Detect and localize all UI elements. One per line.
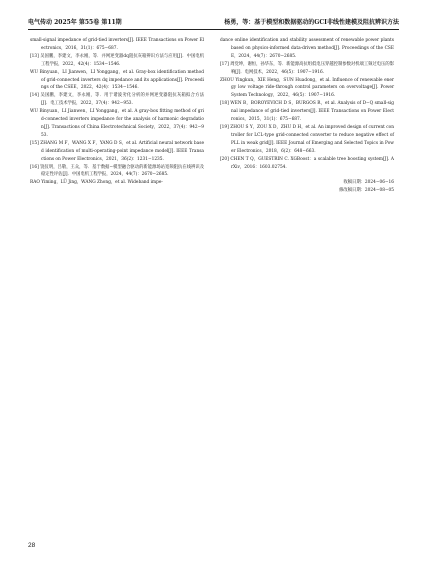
left-column	[30, 37, 204, 187]
reference-entry: RAO Yiming，LÜ Jing，WANG Zhong，et al. Wideband impe-	[30, 180, 163, 186]
reference-entry: ZHOU Yingkun，XIE Heng，SUN Huadong，et al. Influence of renewable energy low voltage ride-through control parameters on overvoltage[J]. Power System Technology，2022，46(5)：1907−1916.	[220, 77, 394, 99]
running-head	[28, 18, 399, 30]
reference-entry: [17] 周党坤，谢恒，孙华东，等．新能源高抗组低电压穿越控制参数对机端工频过电压的影响[J]．电网技术，2022，46(5)：1907−1916.	[220, 61, 394, 75]
manuscript-dates	[220, 179, 394, 195]
received-date: 收稿日期：2024−06−16	[343, 180, 394, 186]
reference-entry: [19] ZHOU S Y，ZOU X D，ZHU D H，et al. An improved design of current controller for LCL-type grid-connected converter to reduce negative effect of PLL in weak grid[J]. IEEE Journal of Emerging and Selected Topics in Power Electronics，2018，6(2)：648−663.	[220, 124, 394, 154]
revised-date: 修改稿日期：2024−08−05	[339, 188, 394, 194]
reference-entry: WU Binyuan，LI Jianwen，LI Yonggang，et al. Gray-box identification method of grid-connected inverters dq impedance and its applications[J]. Proceedings of the CSEE，2022，42(4)：1534−1546.	[30, 69, 204, 91]
reference-entry: dance online identification and stability assessment of renewable power plants based on physics-informed data-driven method[J]. Proceedings of the CSEE，2024，44(7)：2670−2685.	[220, 38, 394, 59]
page-number: 28	[28, 542, 36, 549]
reference-entry: [16] 饶仪明，吕敬，王众，等．基于数据−模型融合驱动的新能源场站宽频阻抗在线辨识及稳定性评估[J]．中国电机工程学报，2024，44(7)：2670−2685.	[30, 164, 204, 178]
right-column	[220, 37, 394, 195]
reference-entry: [13] 吴国鹏，李建文，李永刚，等．并网逆变器dq阻抗灰箱辨识方法与应用[J]．中国电机工程学报，2022，42(4)：1534−1546.	[30, 53, 204, 67]
reference-entry: [14] 吴国鹏，李建文，李永刚，等．用于谐波劣化分析的并网逆变器阻抗灰箱拟合方法[J]．电工技术学报，2022，37(4)：942−953.	[30, 93, 204, 107]
reference-entry: small-signal impedance of grid-tied inverters[J]. IEEE Transactions on Power Electronics，2016，31(1)：675−687.	[30, 38, 204, 51]
reference-entry: WU Binyuan，LI Jianwen，LI Yonggang，et al. A gray-box fitting method of grid-connected inverters impedance for the analysis of harmonic degradation[J]. Transactions of China Electrotechnical Society，2022，37(4)：942−953.	[30, 109, 204, 138]
article-title-running: 杨勇，等：基于模型和数据驱动的GCI非线性建模及阻抗辨识方法	[224, 19, 399, 26]
reference-entry: [20] CHEN T Q，GUESTRIN C. XGBoost：a scalable tree boosting system[J]. ArXiv，2016：1603.02754.	[220, 156, 394, 170]
journal-info: 电气传动 2025年 第55卷 第11期	[28, 19, 122, 26]
reference-entry: [18] WEN B，BOROYEVICH D S，BURGOS R，et al. Analysis of D−Q small-signal impedance of grid-tied inverters[J]. IEEE Transactions on Power Electronics，2015，31(1)：675−687.	[220, 101, 394, 123]
reference-entry: [15] ZHANG M F，WANG X F，YANG D S，et al. Artificial neural network based identification of multi-operating-point impedance model[J]. IEEE Transactions on Power Electronics，2021，36(2)：1231−1235.	[30, 140, 204, 162]
